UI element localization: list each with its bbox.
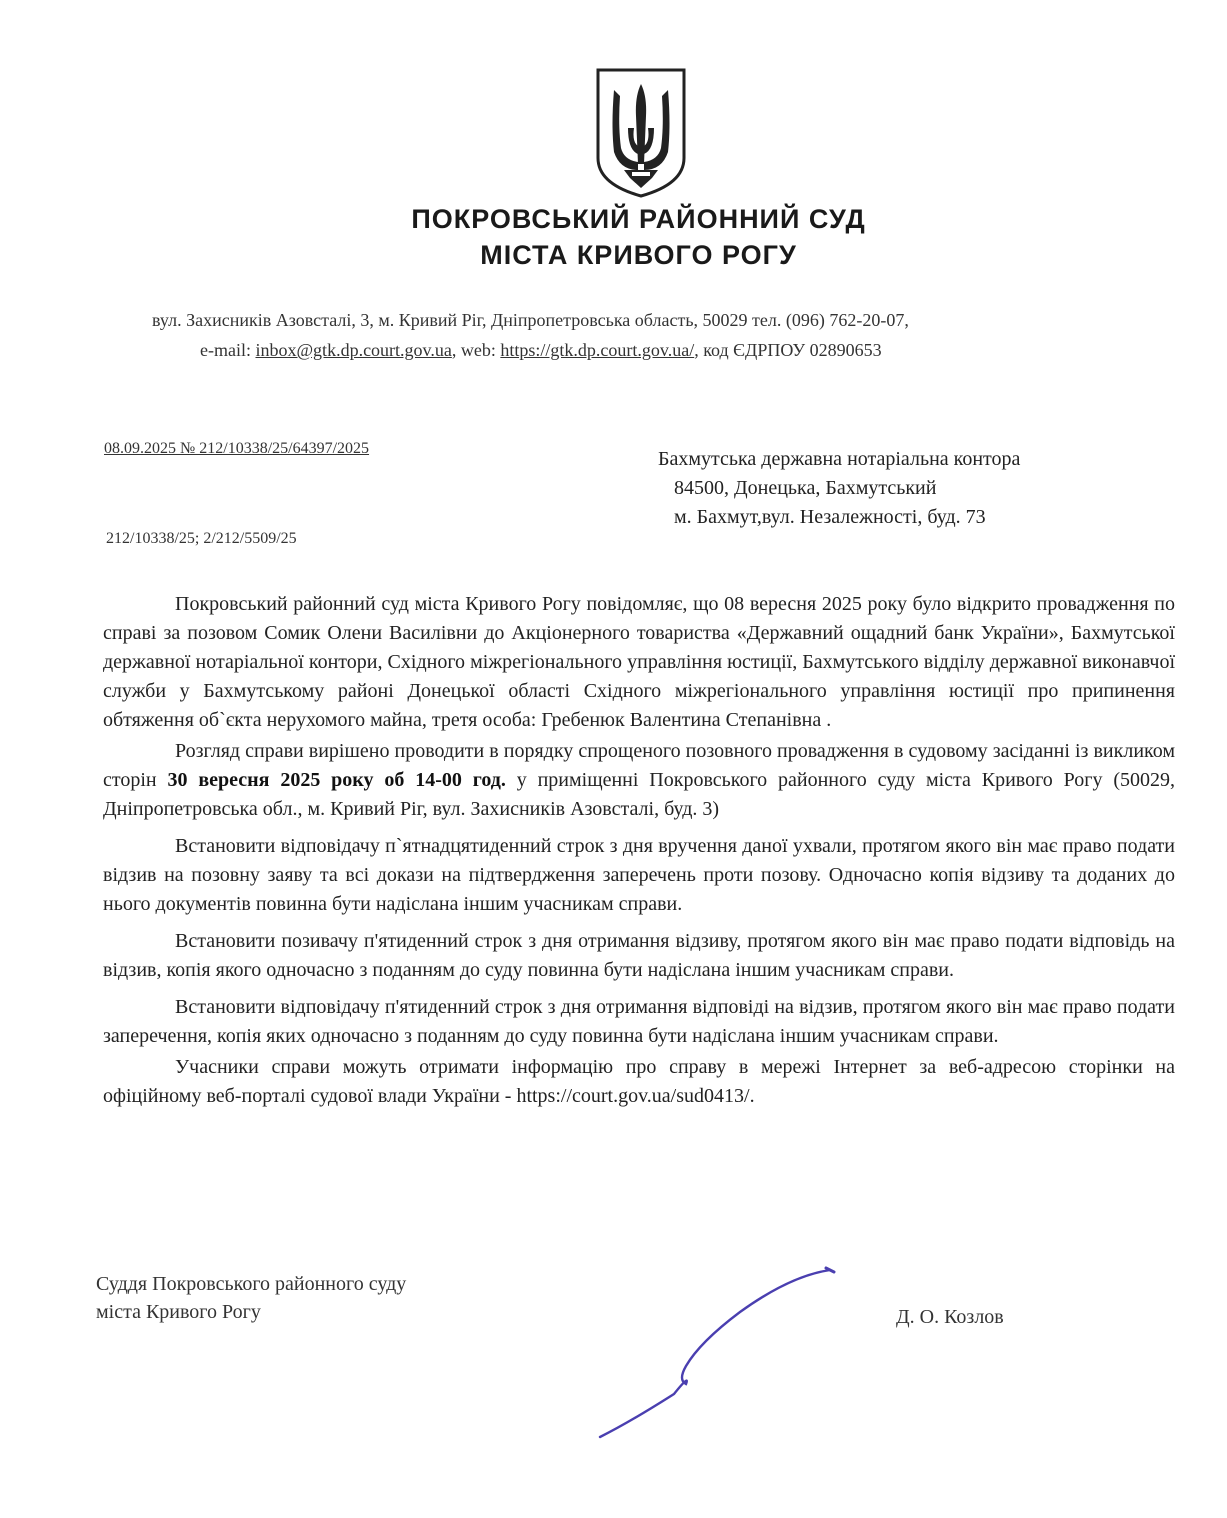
court-name-line1: ПОКРОВСЬКИЙ РАЙОННИЙ СУД bbox=[411, 204, 866, 234]
paragraph-notice: Покровський районний суд міста Кривого Рогу повідомляє, що 08 вересня 2025 року було відкрито провадження по справі за позовом Сомик Олени Василівни до Акціонерного товариства «Державний ощадний банк України», Бахмутської державної нотаріальної контори, Східного міжрегіонального управління юстиції, Бахмутського відділу державної виконавчої служби у Бахмутському районі Донецької області Східного міжрегіонального управління юстиції про припинення обтяження об`єкта нерухомого майна, третя особа: Гребенюк Валентина Степанівна . bbox=[103, 593, 1175, 731]
signer-title bbox=[96, 1270, 406, 1326]
email-label: e-mail: bbox=[200, 340, 256, 360]
email-link[interactable]: inbox@gtk.dp.court.gov.ua bbox=[255, 340, 452, 360]
recipient-address-line1: 84500, Донецька, Бахмутський bbox=[674, 477, 937, 499]
court-contacts bbox=[200, 340, 882, 361]
paragraph-info-link: Учасники справи можуть отримати інформацію про справу в мережі Інтернет за веб-адресою сторінки на офіційному веб-порталі судової влади України - https://court.gov.ua/sud0413/. bbox=[103, 1056, 1175, 1107]
judge-name: Д. О. Козлов bbox=[896, 1306, 1004, 1328]
recipient-address-line2: м. Бахмут,вул. Незалежності, буд. 73 bbox=[674, 506, 986, 528]
hearing-text-before: Розгляд справи вирішено проводити в порядку спрощеного позовного провадження в судовому засіданні із викликом сторін bbox=[103, 740, 1175, 791]
outgoing-registration-number: 08.09.2025 № 212/10338/25/64397/2025 bbox=[104, 440, 370, 457]
signer-title-line2: міста Кривого Рогу bbox=[96, 1301, 261, 1323]
web-label: , web: bbox=[451, 340, 501, 360]
letter-body bbox=[103, 590, 1175, 1111]
court-address: вул. Захисників Азовсталі, 3, м. Кривий Ріг, Дніпропетровська область, 50029 тел. (096) 762-20-07, bbox=[152, 310, 909, 330]
recipient-name: Бахмутська державна нотаріальна контора bbox=[658, 448, 1021, 470]
trident-emblem-icon bbox=[594, 66, 688, 200]
web-link[interactable]: https://gtk.dp.court.gov.ua/ bbox=[500, 340, 695, 360]
court-name-line2: МІСТА КРИВОГО РОГУ bbox=[480, 240, 797, 270]
edrpou-code: , код ЄДРПОУ 02890653 bbox=[694, 340, 882, 360]
paragraph-defendant-term: Встановити відповідачу п`ятнадцятиденний строк з дня вручення даної ухвали, протягом якого він має право подати відзив на позовну заяву та всі докази на підтвердження заперечень проти позову. Одночасно копія відзиву та доданих до нього документів повинна бути надіслана іншим учасникам справи. bbox=[103, 835, 1175, 915]
paragraph-objection-term: Встановити відповідачу п'ятиденний строк з дня отримання відповіді на відзив, протягом якого він має право подати заперечення, копія яких одночасно з поданням до суду повинна бути надіслана іншим учасникам справи. bbox=[103, 996, 1175, 1047]
hearing-text-after: у приміщенні Покровського районного суду міста Кривого Рогу (50029, Дніпропетровська обл., м. Кривий Ріг, вул. Захисників Азовсталі, буд. 3) bbox=[103, 769, 1175, 820]
hearing-datetime: 30 вересня 2025 року об 14-00 год. bbox=[167, 769, 506, 791]
signer-title-line1: Суддя Покровського районного суду bbox=[96, 1273, 407, 1295]
case-numbers: 212/10338/25; 2/212/5509/25 bbox=[106, 530, 297, 547]
handwritten-signature bbox=[590, 1262, 840, 1442]
paragraph-hearing bbox=[103, 737, 1175, 824]
paragraph-plaintiff-term: Встановити позивачу п'ятиденний строк з дня отримання відзиву, протягом якого він має право подати відповідь на відзив, копія якого одночасно з поданням до суду повинна бути надіслана іншим учасникам справи. bbox=[103, 930, 1175, 981]
